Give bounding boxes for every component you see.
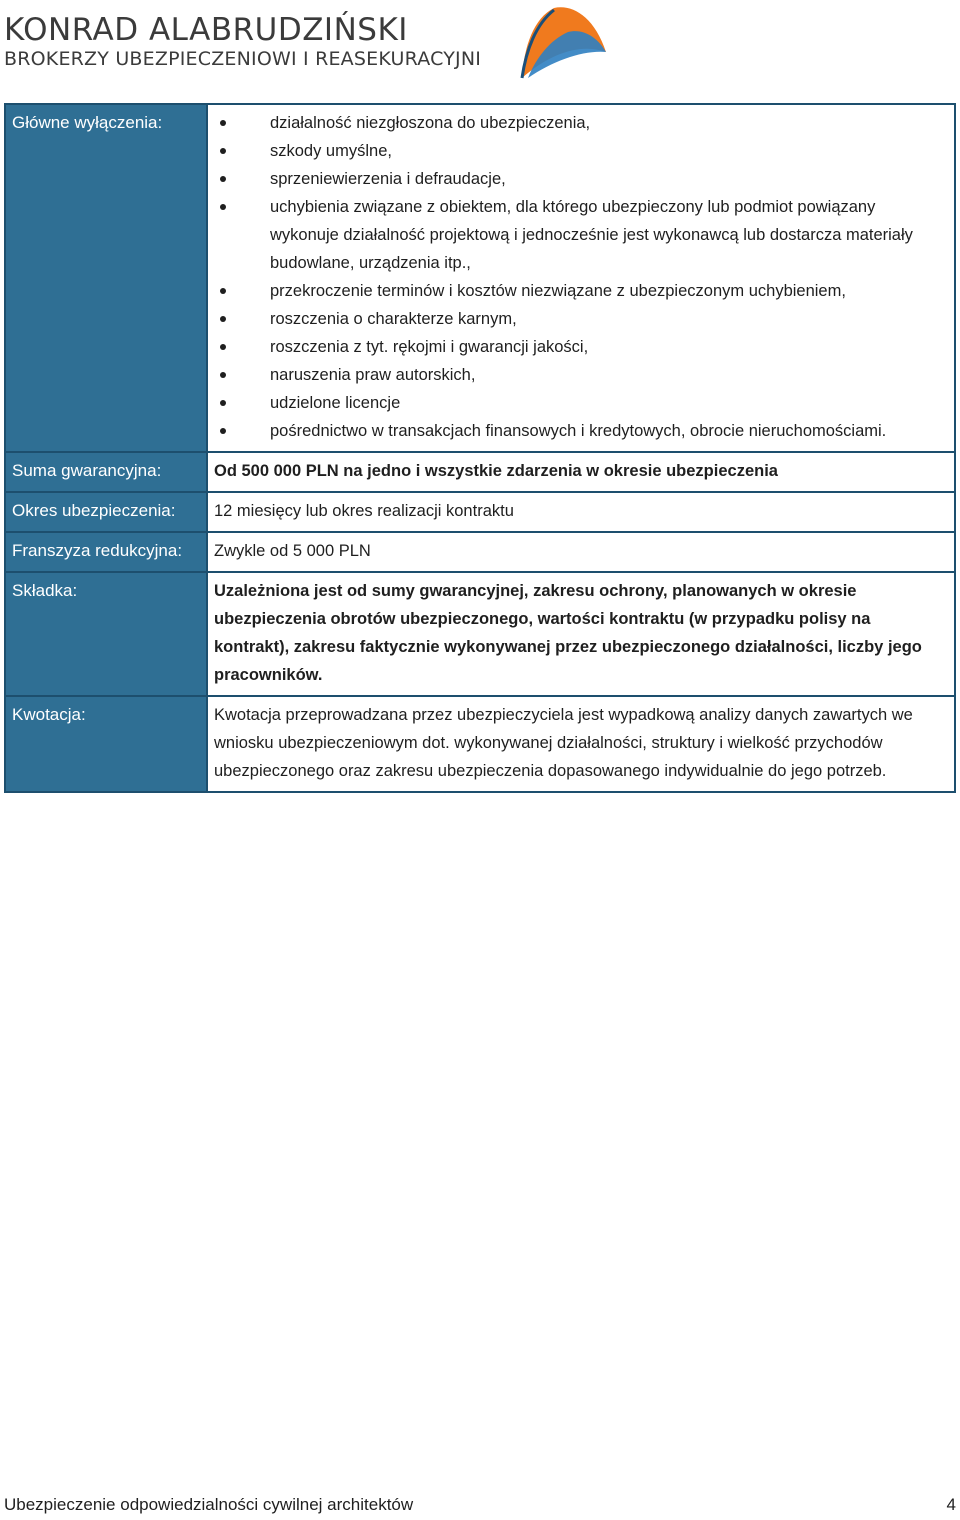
- list-item: [214, 361, 948, 389]
- list-item: [214, 389, 948, 417]
- premium-label: Składka:: [5, 572, 207, 696]
- bullet-icon: [220, 316, 226, 322]
- quotation-label: Kwotacja:: [5, 696, 207, 792]
- table-row-deductible: [5, 532, 955, 572]
- bullet-icon: [220, 204, 226, 210]
- list-item: [214, 109, 948, 137]
- policy-details-table: [4, 103, 956, 793]
- exclusions-list: [214, 109, 948, 445]
- exclusions-value: [207, 104, 955, 452]
- list-item: [214, 417, 948, 445]
- list-item-text: przekroczenie terminów i kosztów niezwiązane z ubezpieczonym uchybieniem,: [270, 282, 846, 300]
- bullet-icon: [220, 288, 226, 294]
- list-item: [214, 305, 948, 333]
- footer-title: Ubezpieczenie odpowiedzialności cywilnej architektów: [4, 1495, 414, 1514]
- page-header: [2, 6, 958, 86]
- table-row-exclusions: [5, 104, 955, 452]
- sail-logo-icon: [514, 6, 610, 82]
- list-item: [214, 137, 948, 165]
- list-item-text: działalność niezgłoszona do ubezpieczenia,: [270, 114, 591, 132]
- list-item-text: naruszenia praw autorskich,: [270, 366, 476, 384]
- list-item-text: szkody umyślne,: [270, 142, 392, 160]
- sum-insured-label: Suma gwarancyjna:: [5, 452, 207, 492]
- table-row-quotation: [5, 696, 955, 792]
- period-label: Okres ubezpieczenia:: [5, 492, 207, 532]
- list-item-text: uchybienia związane z obiektem, dla którego ubezpieczony lub podmiot powiązany wykonuje działalność projektową i jednocześnie jest wykonawcą lub dostarcza materiały budowlane, urządzenia itp.,: [270, 198, 913, 272]
- bullet-icon: [220, 176, 226, 182]
- table-row-premium: [5, 572, 955, 696]
- list-item-text: udzielone licencje: [270, 394, 401, 412]
- deductible-label: Franszyza redukcyjna:: [5, 532, 207, 572]
- company-name: KONRAD ALABRUDZIŃSKI: [4, 12, 408, 48]
- table-row-sum-insured: [5, 452, 955, 492]
- list-item-text: roszczenia z tyt. rękojmi i gwarancji jakości,: [270, 338, 589, 356]
- list-item-text: sprzeniewierzenia i defraudacje,: [270, 170, 506, 188]
- period-value: 12 miesięcy lub okres realizacji kontraktu: [207, 492, 955, 532]
- company-tagline: BROKERZY UBEZPIECZENIOWI I REASEKURACYJNI: [4, 48, 482, 70]
- list-item: [214, 277, 948, 305]
- quotation-value: Kwotacja przeprowadzana przez ubezpieczyciela jest wypadkową analizy danych zawartych we wniosku ubezpieczeniowym dot. wykonywanej działalności, struktury i wielkość przychodów ubezpieczonego oraz zakresu ubezpieczenia dopasowanego indywidualnie do jego potrzeb.: [207, 696, 955, 792]
- sum-insured-value: Od 500 000 PLN na jedno i wszystkie zdarzenia w okresie ubezpieczenia: [207, 452, 955, 492]
- exclusions-label: Główne wyłączenia:: [5, 104, 207, 452]
- deductible-value: Zwykle od 5 000 PLN: [207, 532, 955, 572]
- premium-value: Uzależniona jest od sumy gwarancyjnej, zakresu ochrony, planowanych w okresie ubezpieczenia obrotów ubezpieczonego, wartości kontraktu (w przypadku polisy na kontrakt), zakresu faktycznie wykonywanej przez ubezpieczonego działalności, liczby jego pracowników.: [207, 572, 955, 696]
- bullet-icon: [220, 148, 226, 154]
- list-item-text: pośrednictwo w transakcjach finansowych i kredytowych, obrocie nieruchomościami.: [270, 422, 887, 440]
- bullet-icon: [220, 372, 226, 378]
- bullet-icon: [220, 120, 226, 126]
- list-item: [214, 193, 948, 277]
- bullet-icon: [220, 344, 226, 350]
- page-number: 4: [946, 1495, 956, 1514]
- list-item: [214, 165, 948, 193]
- bullet-icon: [220, 400, 226, 406]
- list-item-text: roszczenia o charakterze karnym,: [270, 310, 517, 328]
- table-row-period: [5, 492, 955, 532]
- bullet-icon: [220, 428, 226, 434]
- list-item: [214, 333, 948, 361]
